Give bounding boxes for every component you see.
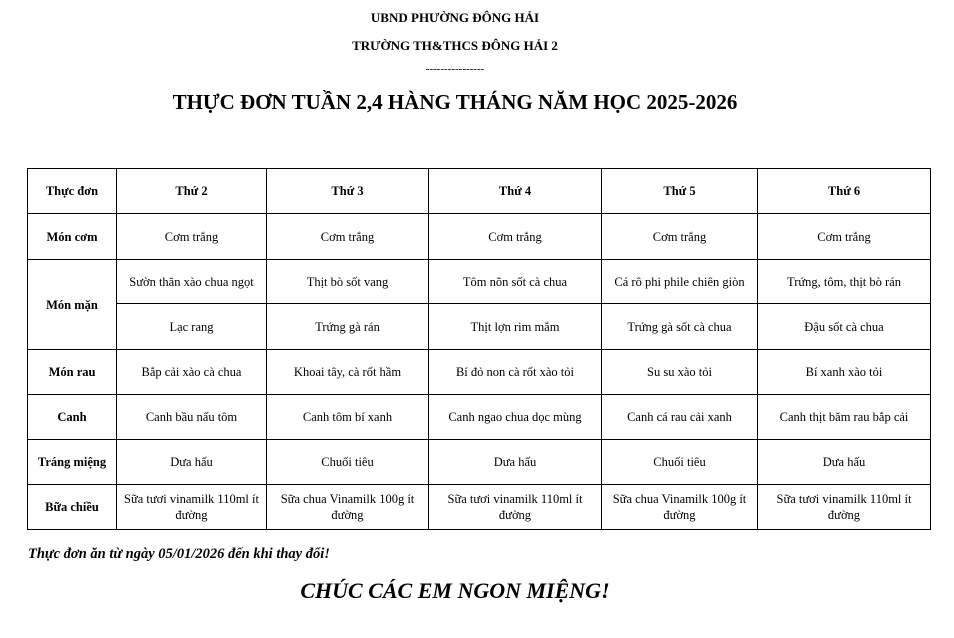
table-row [28,395,931,440]
corner-header: Thực đơn [28,169,117,214]
table-row [28,214,931,260]
table-row [28,350,931,395]
table-cell: Su su xào tỏi [602,350,758,395]
table-cell: Cơm trắng [267,214,429,260]
table-cell: Lạc rang [117,304,267,350]
table-cell: Thịt lợn rim mắm [429,304,602,350]
day-header-wed: Thứ 4 [429,169,602,214]
table-cell: Cơm trắng [758,214,931,260]
table-cell: Trứng, tôm, thịt bò rán [758,260,931,304]
table-cell: Canh cá rau cải xanh [602,395,758,440]
day-header-mon: Thứ 2 [117,169,267,214]
table-row [28,440,931,485]
row-label-rau: Món rau [28,350,117,395]
row-label-man: Món mặn [28,260,117,350]
table-cell: Dưa hấu [117,440,267,485]
table-cell: Đậu sốt cà chua [758,304,931,350]
table-cell: Sữa tươi vinamilk 110ml ít đường [117,485,267,530]
table-cell: Thịt bò sốt vang [267,260,429,304]
table-cell: Chuối tiêu [602,440,758,485]
table-cell: Cá rô phi phile chiên giòn [602,260,758,304]
table-row [28,260,931,304]
school-name: TRƯỜNG TH&THCS ĐÔNG HẢI 2 [352,38,558,53]
table-cell: Trứng gà rán [267,304,429,350]
table-cell: Chuối tiêu [267,440,429,485]
row-label-trang-mieng: Tráng miệng [28,440,117,485]
row-label-bua-chieu: Bữa chiều [28,485,117,530]
table-cell: Sữa chua Vinamilk 100g ít đường [267,485,429,530]
table-cell: Canh bầu nấu tôm [117,395,267,440]
header-separator: ---------------- [425,63,485,75]
table-cell: Sữa chua Vinamilk 100g ít đường [602,485,758,530]
row-label-com: Món cơm [28,214,117,260]
table-cell: Tôm nõn sốt cà chua [429,260,602,304]
validity-note: Thực đơn ăn từ ngày 05/01/2026 đến khi thay đổi! [28,546,330,562]
closing-wish: CHÚC CÁC EM NGON MIỆNG! [300,578,610,603]
table-cell: Sữa tươi vinamilk 110ml ít đường [758,485,931,530]
table-cell: Sữa tươi vinamilk 110ml ít đường [429,485,602,530]
table-cell: Trứng gà sốt cà chua [602,304,758,350]
table-cell: Bắp cải xào cà chua [117,350,267,395]
table-cell: Cơm trắng [429,214,602,260]
table-header-row [28,169,931,214]
day-header-tue: Thứ 3 [267,169,429,214]
table-cell: Sườn thăn xào chua ngọt [117,260,267,304]
table-cell: Canh tôm bí xanh [267,395,429,440]
day-header-fri: Thứ 6 [758,169,931,214]
table-row [28,304,931,350]
menu-table [27,168,931,530]
row-label-canh: Canh [28,395,117,440]
table-cell: Canh ngao chua dọc mùng [429,395,602,440]
table-cell: Cơm trắng [602,214,758,260]
table-cell: Dưa hấu [758,440,931,485]
table-cell: Dưa hấu [429,440,602,485]
table-cell: Cơm trắng [117,214,267,260]
table-cell: Khoai tây, cà rốt hầm [267,350,429,395]
page-title: THỰC ĐƠN TUẦN 2,4 HÀNG THÁNG NĂM HỌC 2025-2026 [172,90,738,114]
table-cell: Canh thịt băm rau bắp cải [758,395,931,440]
org-name: UBND PHƯỜNG ĐÔNG HẢI [370,10,540,25]
table-cell: Bí đỏ non cà rốt xào tỏi [429,350,602,395]
table-cell: Bí xanh xào tỏi [758,350,931,395]
table-row [28,485,931,530]
day-header-thu: Thứ 5 [602,169,758,214]
